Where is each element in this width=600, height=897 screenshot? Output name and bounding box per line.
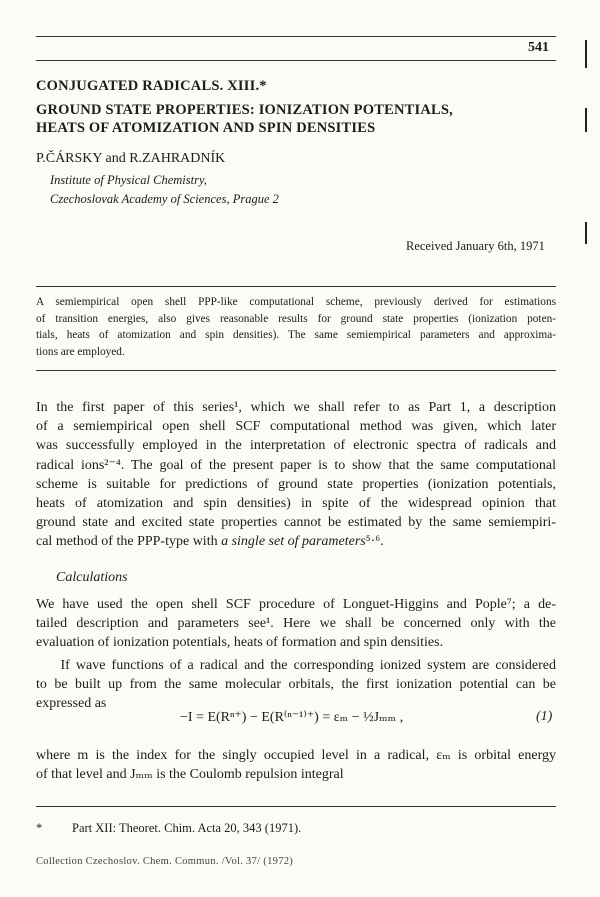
equation-number: (1)	[536, 709, 553, 724]
paragraph-line: of a semiempirical open shell SCF computational method was given, which later	[36, 419, 556, 435]
footnote-text: Part XII: Theoret. Chim. Acta 20, 343 (1971).	[72, 821, 302, 835]
introduction-paragraph	[36, 398, 556, 552]
subtitle-line: GROUND STATE PROPERTIES: IONIZATION POTENTIALS,	[36, 102, 453, 118]
abstract-line: tials, heats of atomization and spin densities). The same semiempirical parameters and approxima-	[36, 329, 556, 341]
paragraph-line: ground state and excited state properties cannot be estimated by the same semiempiri-	[36, 515, 556, 531]
article-title: CONJUGATED RADICALS. XIII.*	[36, 78, 267, 94]
footnote-rule	[36, 806, 556, 807]
footnote-marker: *	[36, 821, 43, 835]
paragraph-line: If wave functions of a radical and the corresponding ionized system are considered	[36, 658, 556, 673]
paragraph-line: heats of atomization and spin densities) in spite of the widespread opinion that	[36, 496, 556, 512]
affiliation-line: Czechoslovak Academy of Sciences, Prague 2	[50, 192, 279, 206]
paragraph-line: evaluation of ionization potentials, heats of formation and spin densities.	[36, 635, 444, 651]
paragraph-line: where m is the index for the singly occupied level in a radical, εₘ is orbital energy	[36, 748, 556, 763]
calculations-paragraph	[36, 595, 556, 653]
abstract-line: tions are employed.	[36, 345, 125, 358]
citation: ⁵·⁶.	[365, 534, 384, 550]
paragraph-line: scheme is suitable for predictions of ground state properties (ionization potentials,	[36, 476, 556, 492]
page-number: 541	[528, 40, 549, 55]
received-date: Received January 6th, 1971	[406, 239, 545, 253]
affiliation	[50, 171, 279, 209]
calculations-paragraph-2	[36, 656, 556, 714]
text-run: cal method of the PPP-type with	[36, 534, 222, 550]
post-equation-paragraph	[36, 746, 556, 784]
paragraph-line: We have used the open shell SCF procedure of Longuet-Higgins and Pople⁷; a de-	[36, 597, 556, 612]
paragraph-line: of that level and Jₘₘ is the Coulomb repulsion integral	[36, 767, 344, 783]
paragraph-line: radical ions²⁻⁴. The goal of the present paper is to show that the same computational	[36, 457, 556, 473]
authors: P.ČÁRSKY and R.ZAHRADNÍK	[36, 151, 226, 166]
scan-edge-mark	[585, 222, 587, 244]
scan-edge-mark	[585, 40, 587, 68]
paragraph-line: tailed description and parameters see¹. Here we shall be concerned only with the	[36, 616, 556, 632]
paragraph-line: was successfully employed in the interpretation of electronic spectra of radicals and	[36, 438, 556, 454]
abstract-line: A semiempirical open shell PPP-like computational scheme, previously derived for estimations	[36, 296, 556, 308]
abstract-line: of transition energies, also gives reasonable results for ground state properties (ionization poten-	[36, 312, 556, 325]
paragraph-line: expressed as	[36, 696, 107, 712]
subtitle-line: HEATS OF ATOMIZATION AND SPIN DENSITIES	[36, 120, 376, 136]
article-subtitle	[36, 101, 453, 137]
journal-footer: Collection Czechoslov. Chem. Commun. /Vol. 37/ (1972)	[36, 856, 294, 867]
equation: −I = E(Rⁿ⁺) − E(R⁽ⁿ⁻¹⁾⁺) = εₘ − ½Jₘₘ ,	[180, 710, 404, 725]
emphasis: a single set of parameters	[221, 534, 366, 550]
abstract	[36, 294, 556, 360]
paragraph-line: to be built up from the same molecular orbitals, the first ionization potential can be	[36, 677, 556, 693]
section-heading: Calculations	[56, 570, 128, 585]
abstract-bottom-rule	[36, 370, 556, 371]
header-rule-bottom	[36, 60, 556, 61]
paragraph-line: In the first paper of this series¹, which we shall refer to as Part 1, a description	[36, 400, 556, 415]
affiliation-line: Institute of Physical Chemistry,	[50, 173, 207, 187]
header-rule	[36, 36, 556, 37]
abstract-top-rule	[36, 286, 556, 287]
footnote	[36, 821, 301, 836]
paragraph-line-last	[36, 532, 556, 551]
scan-edge-mark	[585, 108, 587, 132]
